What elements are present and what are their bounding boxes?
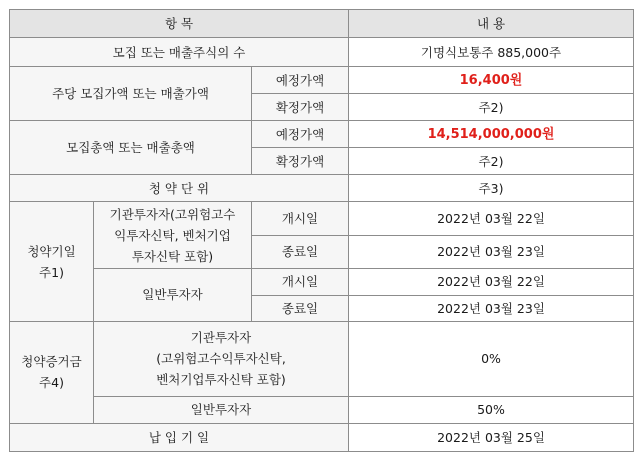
- deposit-inst-row: [10, 321, 634, 396]
- subscription-inst-end-value: 2022년 03월 23일: [349, 235, 634, 268]
- subscription-retail-start-row: [10, 268, 634, 295]
- deposit-inst-value: 0%: [349, 321, 634, 396]
- header-content: 내 용: [349, 10, 634, 38]
- total-planned-label: 예정가액: [252, 121, 349, 148]
- deposit-label: [10, 321, 94, 423]
- price-label: 주당 모집가액 또는 매출가액: [10, 67, 252, 121]
- deposit-inst-line1: 기관투자자: [190, 330, 252, 346]
- total-label: 모집총액 또는 매출총액: [10, 121, 252, 175]
- total-planned-row: [10, 121, 634, 148]
- offering-summary-table: [9, 9, 634, 452]
- deposit-retail-row: [10, 396, 634, 423]
- price-final-label: 확정가액: [252, 94, 349, 121]
- unit-value: 주3): [349, 175, 634, 202]
- subscription-inst-start-label: 개시일: [252, 202, 349, 235]
- unit-label: 청 약 단 위: [10, 175, 349, 202]
- subscription-inst-start-value: 2022년 03월 22일: [349, 202, 634, 235]
- subscription-retail-start-value: 2022년 03월 22일: [349, 268, 634, 295]
- shares-value: 기명식보통주 885,000주: [349, 38, 634, 67]
- total-final-value: 주2): [349, 148, 634, 175]
- payment-row: [10, 423, 634, 451]
- price-planned-label: 예정가액: [252, 67, 349, 94]
- subscription-inst-end-label: 종료일: [252, 235, 349, 268]
- subscription-inst-line3: 투자신탁 포함): [131, 248, 214, 264]
- price-planned-value: 16,400원: [349, 67, 634, 94]
- header-item: 항 목: [10, 10, 349, 38]
- deposit-inst-label: [94, 321, 349, 396]
- subscription-inst-line2: 익투자신탁, 벤처기업: [114, 227, 231, 243]
- subscription-date-label-line2: 주1): [39, 264, 64, 280]
- unit-row: [10, 175, 634, 202]
- deposit-retail-value: 50%: [349, 396, 634, 423]
- payment-value: 2022년 03월 25일: [349, 423, 634, 451]
- subscription-inst-start-row: [10, 202, 634, 235]
- subscription-date-label: [10, 202, 94, 322]
- price-final-value: 주2): [349, 94, 634, 121]
- deposit-label-line1: 청약증거금: [21, 354, 82, 370]
- subscription-retail-start-label: 개시일: [252, 268, 349, 295]
- deposit-inst-line3: 벤처기업투자신탁 포함): [156, 372, 286, 388]
- total-final-label: 확정가액: [252, 148, 349, 175]
- payment-label: 납 입 기 일: [10, 423, 349, 451]
- header-row: [10, 10, 634, 38]
- subscription-inst-label: [94, 202, 252, 269]
- shares-label: 모집 또는 매출주식의 수: [10, 38, 349, 67]
- total-planned-value: 14,514,000,000원: [349, 121, 634, 148]
- deposit-label-line2: 주4): [39, 375, 64, 391]
- deposit-retail-label: 일반투자자: [94, 396, 349, 423]
- subscription-retail-end-label: 종료일: [252, 295, 349, 321]
- subscription-retail-end-value: 2022년 03월 23일: [349, 295, 634, 321]
- shares-row: [10, 38, 634, 67]
- deposit-inst-line2: (고위험고수익투자신탁,: [156, 351, 286, 367]
- subscription-retail-label: 일반투자자: [94, 268, 252, 321]
- price-planned-row: [10, 67, 634, 94]
- subscription-date-label-line1: 청약기일: [27, 243, 76, 259]
- subscription-inst-line1: 기관투자자(고위험고수: [109, 206, 236, 222]
